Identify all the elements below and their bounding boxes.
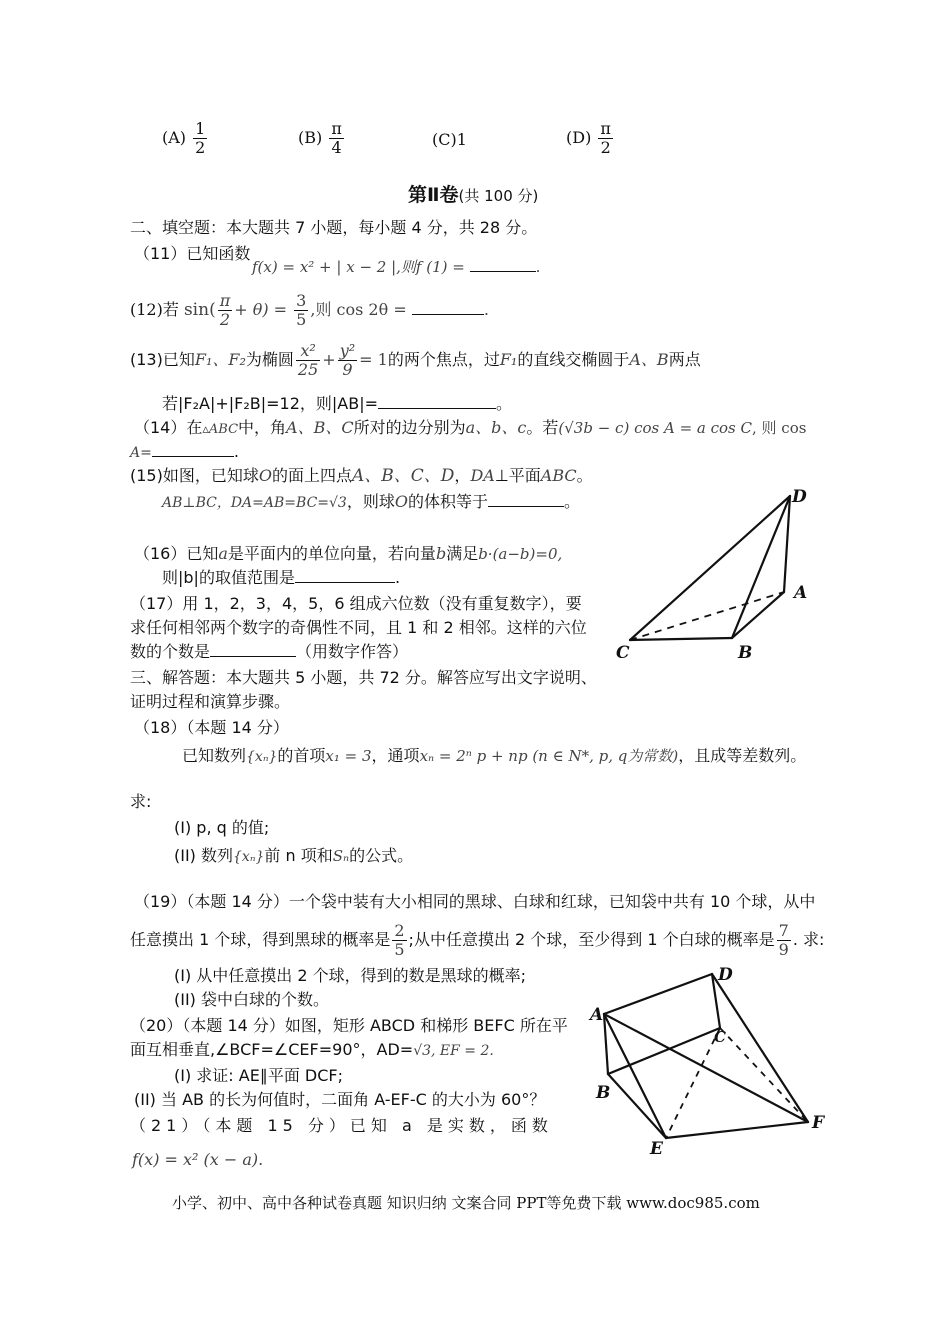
question-15-line2: AB⊥BC，DA=AB=BC=√3，则球O的体积等于 。 — [162, 492, 581, 511]
fraction: $\frac{\pi}{2}$ — [600, 119, 611, 157]
figure-tetrahedron — [612, 484, 822, 662]
question-19-part1: (I) 从中任意摸出 2 个球，得到的数是黑球的概率; — [174, 966, 527, 985]
question-13-line2: 若|F₂A|+|F₂B|=12，则|AB|= 。 — [162, 394, 513, 413]
fraction: $\frac{\pi}{4}$ — [331, 119, 342, 157]
question-21-line1: （21）（本题 15 分）已知 a 是实数，函数 — [130, 1116, 553, 1135]
fraction: $\frac{\text{x²}}{25}$ — [297, 341, 319, 379]
question-16: （16）已知a是平面内的单位向量，若向量b满足b·(a−b)=0, — [134, 544, 563, 563]
section-title: 第Ⅱ卷(共 100 分) — [408, 184, 539, 206]
edge-dc — [630, 496, 790, 640]
question-19-part2: (II) 袋中白球的个数。 — [174, 990, 330, 1009]
question-20-line2: 面互相垂直,∠BCF=∠CEF=90°，AD=√3, EF = 2. — [130, 1040, 494, 1059]
question-21-line2: f(x) = x² (x − a). — [132, 1150, 264, 1169]
question-18-ask: 求: — [130, 792, 152, 811]
question-12: (12)若 sin( $\frac{\pi}{2}$ + θ) = $\frac{3}{5}$ ,则 cos 2θ = . — [130, 291, 489, 329]
answer-blank — [470, 257, 536, 272]
edge-cf-hidden — [720, 1028, 808, 1122]
label-a: A — [794, 583, 808, 603]
question-17-line3: 数的个数是 （用数字作答） — [130, 642, 409, 661]
answer-blank — [295, 568, 395, 583]
figure-solid — [586, 962, 832, 1156]
question-13: (13)已知F₁、F₂为椭圆 $\frac{\text{x²}}{25}$ + $\frac{\text{y²}}{9}$ = 1的两个焦点，过F₁的直线交椭圆于A、B两点 — [130, 341, 701, 379]
question-17-line2: 求任何相邻两个数字的奇偶性不同，且 1 和 2 相邻。这样的六位 — [130, 618, 587, 637]
fraction: $\frac{\pi}{2}$ — [219, 291, 231, 329]
label-c: C — [714, 1028, 726, 1046]
solve-heading-line2: 证明过程和演算步骤。 — [130, 692, 291, 711]
fraction: $\frac{2}{5}$ — [394, 921, 405, 959]
question-11-formula: f(x) = x² + | x − 2 |,则f (1) = . — [252, 258, 541, 276]
edge-be — [608, 1074, 666, 1138]
fraction: $\frac{\text{y²}}{9}$ — [339, 341, 356, 379]
fraction: $\frac{1}{2}$ — [195, 119, 206, 157]
label-c: C — [616, 643, 630, 662]
label-b: B — [738, 643, 753, 662]
edge-df — [712, 974, 808, 1122]
answer-blank — [152, 442, 234, 457]
question-18-body: 已知数列{xₙ}的首项x₁ = 3，通项xₙ = 2ⁿ p + np (n ∈ N*, p, q为常数)，且成等差数列。 — [182, 746, 807, 765]
edge-ae — [604, 1014, 666, 1138]
question-17-line1: （17）用 1，2，3，4，5，6 组成六位数（没有重复数字），要 — [130, 594, 582, 613]
question-14-line2: A= . — [130, 442, 239, 461]
fill-heading: 二、填空题：本大题共 7 小题，每小题 4 分，共 28 分。 — [130, 218, 538, 237]
option-c: (C)1 — [432, 130, 467, 149]
fraction: $\frac{7}{9}$ — [778, 921, 789, 959]
answer-blank — [412, 300, 484, 315]
question-20-part2: (II) 当 AB 的长为何值时，二面角 A-EF-C 的大小为 60°？ — [134, 1090, 546, 1109]
question-15: (15)如图，已知球O的面上四点A、B、C、D，DA⊥平面ABC。 — [130, 466, 593, 486]
fraction: $\frac{3}{5}$ — [296, 291, 307, 329]
label-a: A — [590, 1005, 604, 1025]
question-18-part2: (II) 数列{xₙ}前 n 项和Sₙ的公式。 — [174, 846, 414, 865]
question-20-line1: （20）（本题 14 分）如图，矩形 ABCD 和梯形 BEFC 所在平 — [130, 1016, 568, 1035]
option-d: (D) $\frac{\pi}{2}$ — [566, 119, 611, 157]
edge-db — [732, 496, 790, 638]
question-14: （14）在▵ABC中，角A、B、C所对的边分别为a、b、c。若(√3b − c) cos A = a cos C, 则 cos — [134, 418, 807, 437]
question-19-line1: （19）（本题 14 分）一个袋中装有大小相同的黑球、白球和红球，已知袋中共有 10 个球，从中 — [134, 892, 816, 911]
answer-blank — [210, 642, 296, 657]
option-b: (B) $\frac{\pi}{4}$ — [298, 119, 342, 157]
question-20-part1: (I) 求证: AE∥平面 DCF; — [174, 1066, 343, 1085]
answer-blank — [378, 394, 496, 409]
footer: 小学、初中、高中各种试卷真题 知识归纳 文案合同 PPT等免费下载 www.doc985.com — [172, 1194, 760, 1212]
edge-ca-hidden — [630, 592, 784, 640]
label-d: D — [718, 965, 733, 985]
edge-af — [604, 1014, 808, 1122]
edge-ad — [604, 974, 712, 1014]
question-11: （11）已知函数 — [134, 244, 251, 263]
question-18-part1: (I) p, q 的值; — [174, 818, 270, 837]
edge-ce-hidden — [666, 1028, 720, 1138]
label-b: B — [596, 1083, 611, 1103]
solve-heading-line1: 三、解答题：本大题共 5 小题，共 72 分。解答应写出文字说明、 — [130, 668, 597, 687]
edge-ef — [666, 1122, 808, 1138]
label-d: D — [792, 487, 807, 507]
question-18-head: （18）（本题 14 分） — [134, 718, 289, 737]
option-a: (A) $\frac{1}{2}$ — [162, 119, 206, 157]
question-19-line2: 任意摸出 1 个球，得到黑球的概率是 $\frac{2}{5}$ ;从中任意摸出 2 个球，至少得到 1 个白球的概率是 $\frac{7}{9}$ . 求: — [130, 921, 825, 959]
question-16-line2: 则|b|的取值范围是 . — [162, 568, 401, 587]
edge-ba — [732, 592, 784, 638]
edge-cb — [630, 638, 732, 640]
label-e: E — [650, 1139, 663, 1156]
label-f: F — [812, 1113, 825, 1133]
answer-blank — [488, 492, 564, 507]
